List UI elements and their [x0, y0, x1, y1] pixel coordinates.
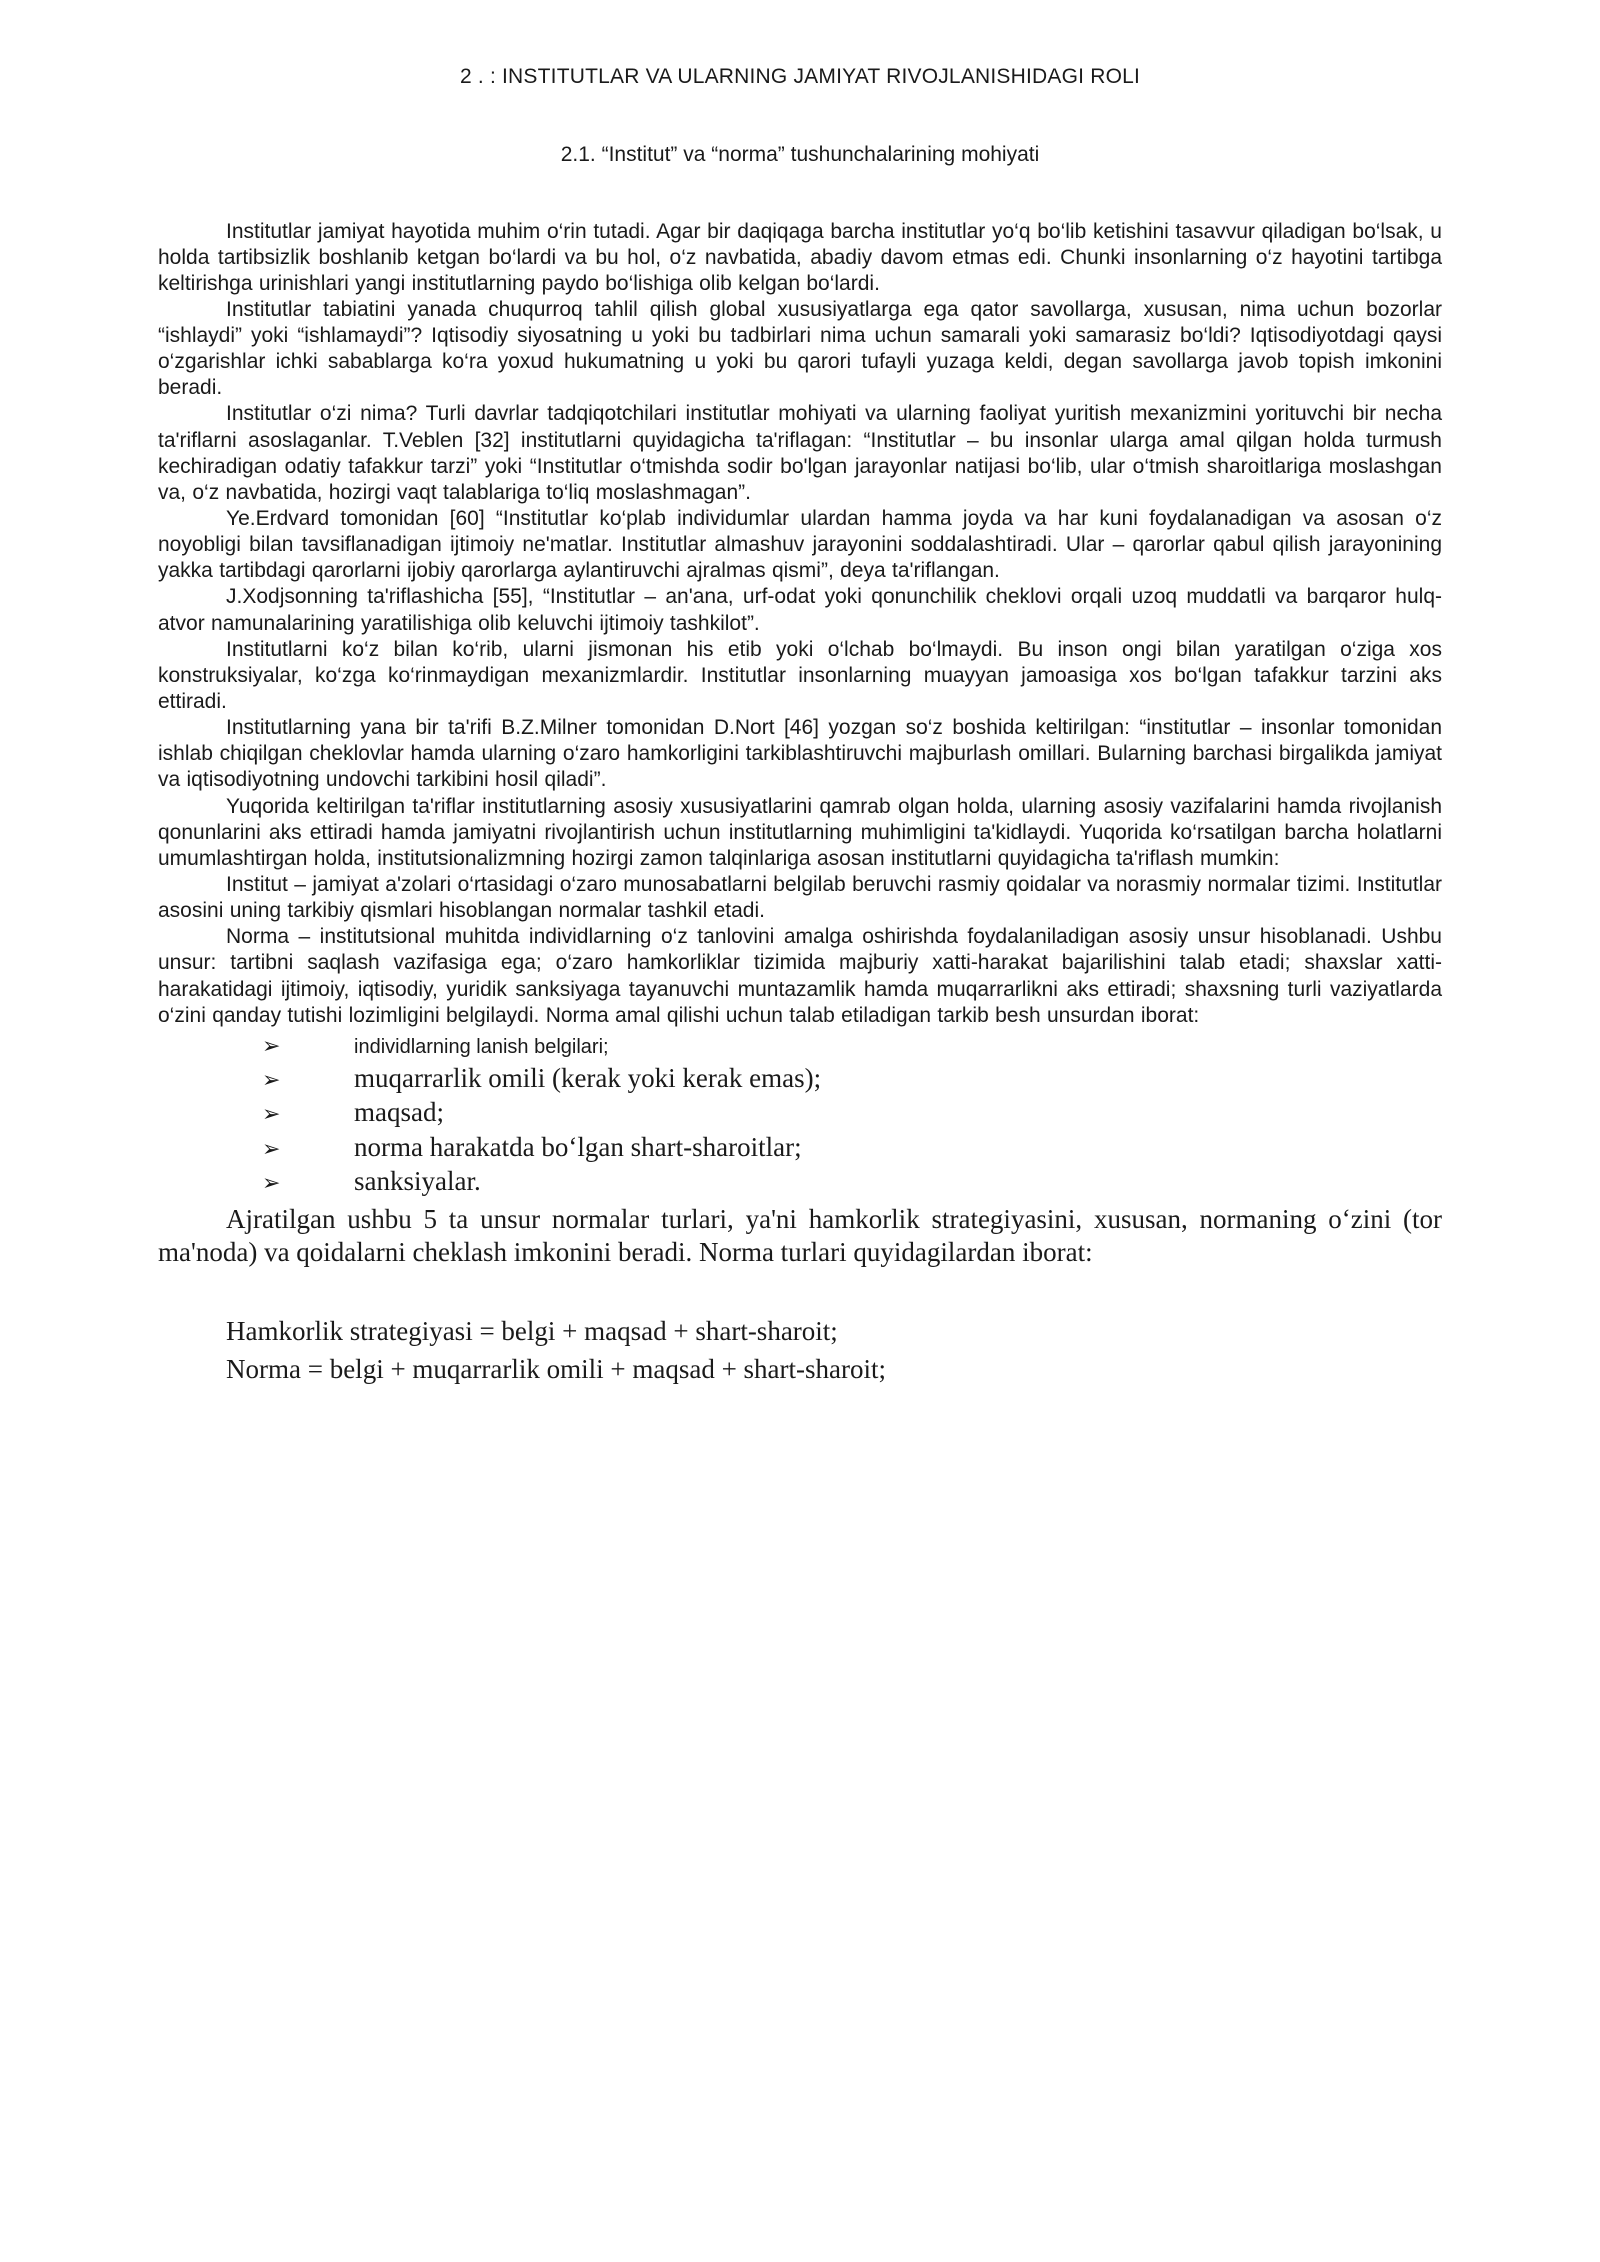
formula-block — [158, 1313, 1442, 1389]
paragraph-6: Institutlarni ko‘z bilan ko‘rib, ularni jismonan his etib yoki o‘lchab bo‘lmaydi. Bu inson ongi bilan yaratilgan o‘ziga xos konstruksiyalar, ko‘zga ko‘rinmaydigan mexanizmlardir. Institutlar insonlarning muayyan jamoasiga xos bo‘lgan tafakkur tarzini aks ettiradi. — [158, 637, 1442, 714]
arrow-bullet-icon: ➢ — [262, 1101, 281, 1127]
chapter-heading: 2 . : INSTITUTLAR VA ULARNING JAMIYAT RIVOJLANISHIDAGI ROLI — [459, 65, 1141, 88]
list-item-label: maqsad; — [354, 1097, 444, 1128]
formula-line: Hamkorlik strategiyasi = belgi + maqsad + shart-sharoit; — [226, 1316, 838, 1347]
body-text — [158, 219, 1442, 1389]
formula-line: Norma = belgi + muqarrarlik omili + maqsad + shart-sharoit; — [226, 1354, 887, 1385]
paragraph-4: Ye.Erdvard tomonidan [60] “Institutlar ko‘plab individumlar ulardan hamma joyda va har kuni foydalanadigan va asosan o‘z noyobligi bilan tavsiflanadigan ijtimoiy ne'matlar. Institutlar almashuv jarayonini soddalashtiradi. Ular – qarorlar qabul qilish jarayonining yakka tartibdagi qarorlarni ijobiy qarorlarga aylantiruvchi ajralmas qismi”, deya ta'riflangan. — [158, 507, 1442, 583]
closing-paragraph: Ajratilgan ushbu 5 ta unsur normalar turlari, ya'ni hamkorlik strategiyasini, xususan, normaning o‘zini (tor ma'noda) va qoidalarni cheklash imkonini beradi. Norma turlari quyidagilardan iborat: — [158, 1204, 1442, 1268]
list-item-label: muqarrarlik omili (kerak yoki kerak emas); — [354, 1062, 822, 1093]
list-item-label: individlarning lanish belgilari; — [354, 1035, 609, 1058]
arrow-bullet-icon: ➢ — [262, 1032, 281, 1058]
paragraph-9: Institut – jamiyat a'zolari o‘rtasidagi o‘zaro munosabatlarni belgilab beruvchi rasmiy qoidalar va norasmiy normalar tizimi. Institutlar asosini uning tarkibiy qismlari hisoblangan normalar tashkil etadi. — [158, 873, 1442, 923]
list-item — [158, 1165, 1442, 1197]
arrow-bullet-icon: ➢ — [262, 1135, 281, 1161]
list-item — [158, 1062, 1442, 1094]
paragraph-2: Institutlar tabiatini yanada chuqurroq tahlil qilish global xususiyatlarga ega qator savollarga, xususan, nima uchun bozorlar “ishlaydi” yoki “ishlamaydi”? Iqtisodiy siyosatning u yoki bu tadbirlari nima uchun samarali yoki samarasiz bo‘ldi? Iqtisodiyotdagi qaysi o‘zgarishlar ichki sabablarga ko‘ra yoxud hukumatning u yoki bu qarori tufayli yuzaga keldi, degan savollarga javob topish imkonini beradi. — [158, 297, 1442, 400]
paragraph-8: Yuqorida keltirilgan ta'riflar institutlarning asosiy xususiyatlarini qamrab olgan holda, ularning asosiy vazifalarini hamda rivojlanish qonunlarini aks ettiradi hamda jamiyatni rivojlantirish uchun institutlarning muhimligini ta'kidlaydi. Yuqorida ko‘rsatilgan barcha holatlarni umumlashtirgan holda, institutsionalizmning hozirgi zamon talqinlariga asosan institutlarni quyidagicha ta'riflash mumkin: — [158, 794, 1442, 870]
list-item — [158, 1033, 1442, 1060]
arrow-bullet-icon: ➢ — [262, 1066, 281, 1092]
list-item-label: sanksiyalar. — [354, 1166, 481, 1197]
list-item — [158, 1131, 1442, 1163]
list-item — [158, 1096, 1442, 1128]
paragraph-10: Norma – institutsional muhitda individlarning o‘z tanlovini amalga oshirishda foydalaniladigan asosiy unsur hisoblanadi. Ushbu unsur: tartibni saqlash vazifasiga ega; o‘zaro hamkorliklar tizimida majburiy xatti-harakat bajarilishini talab etadi; shaxslar xatti-harakatidagi ijtimoiy, iqtisodiy, yuridik sanksiyaga tayanuvchi muntazamlik hamda muqarrarlikni aks ettiradi; shaxsning turli vaziyatlarda o‘zini qanday tutishi lozimligini belgilaydi. Norma amal qilishi uchun talab etiladigan tarkib besh unsurdan iborat: — [158, 925, 1442, 1027]
section-heading: 2.1. “Institut” va “norma” tushunchalarining mohiyati — [560, 143, 1040, 167]
paragraph-3: Institutlar o‘zi nima? Turli davrlar tadqiqotchilari institutlar mohiyati va ularning faoliyat yuritish mexanizmini yorituvchi bir necha ta'riflarni asoslaganlar. T.Veblen [32] institutlarni quyidagicha ta'riflagan: “Institutlar – bu insonlar ularga amal qilgan holda turmush kechiradigan odatiy tafakkur tarzi” yoki “Institutlar o‘tmishda sodir bo'lgan jarayonlar natijasi bo‘lib, ular o‘tmish sharoitlariga moslashgan va, o‘z navbatida, hozirgi vaqt talablariga to‘liq moslashmagan”. — [158, 402, 1442, 504]
norma-elements-list — [158, 1033, 1442, 1198]
arrow-bullet-icon: ➢ — [262, 1170, 281, 1196]
paragraph-5: J.Xodjsonning ta'riflashicha [55], “Institutlar – an'ana, urf-odat yoki qonunchilik cheklovi orqali uzoq muddatli va barqaror hulq-atvor namunalarining yaratilishiga olib keluvchi ijtimoiy tashkilot”. — [158, 585, 1442, 635]
paragraph-1: Institutlar jamiyat hayotida muhim o‘rin tutadi. Agar bir daqiqaga barcha institutlar yo‘q bo‘lib ketishini tasavvur qiladigan bo‘lsak, u holda tartibsizlik boshlanib ketgan bo‘lardi va bu hol, o‘z navbatida, abadiy davom etmas edi. Chunki insonlarning o‘z hayotini tartibga keltirishga urinishlari yangi institutlarning paydo bo‘lishiga olib kelgan bo‘lardi. — [158, 219, 1442, 295]
paragraph-7: Institutlarning yana bir ta'rifi B.Z.Milner tomonidan D.Nort [46] yozgan so‘z boshida keltirilgan: “institutlar – insonlar tomonidan ishlab chiqilgan cheklovlar hamda ularning o‘zaro hamkorligini tarkiblashtiruvchi majburlash omillari. Bularning barchasi birgalikda jamiyat va iqtisodiyotning undovchi tarkibini hosil qiladi”. — [158, 716, 1442, 792]
list-item-label: norma harakatda bo‘lgan shart-sharoitlar; — [354, 1131, 802, 1162]
